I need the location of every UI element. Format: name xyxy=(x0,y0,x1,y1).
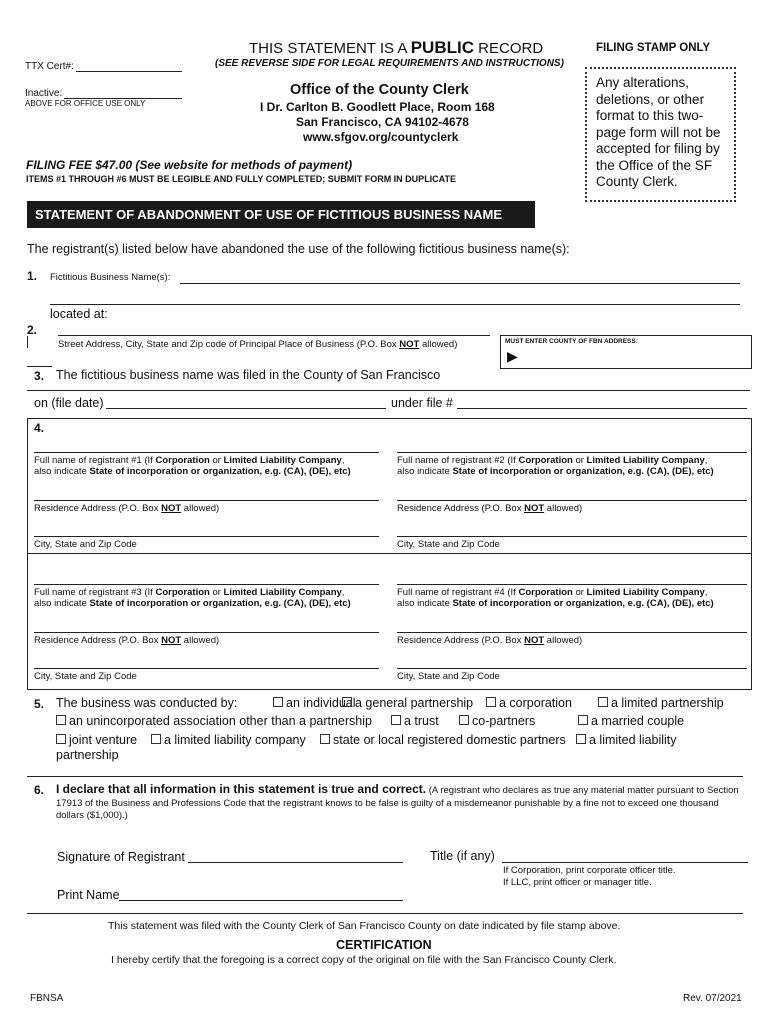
registrant4-name-field[interactable] xyxy=(397,584,747,585)
registrant1-corp: Corporation xyxy=(155,455,210,466)
item4-number: 4. xyxy=(34,421,45,435)
registrant3-res-not: NOT xyxy=(161,635,182,646)
ttx-cert-label: TTX Cert#: xyxy=(25,61,74,72)
checkbox-limited-partnership[interactable] xyxy=(598,697,608,707)
item5-number: 5. xyxy=(34,697,45,711)
checkbox-corporation[interactable] xyxy=(486,697,496,707)
registrant1-residence-label xyxy=(34,503,219,514)
registrant4-state: State of incorporation or organization, e.g. (CA), (DE), etc) xyxy=(452,598,714,609)
registrant2-label-text: Full name of registrant #2 (If xyxy=(397,455,516,466)
option-married-couple[interactable] xyxy=(578,714,684,728)
title-label: Title (if any) xyxy=(430,849,495,863)
registrant3-llc: Limited Liability Company xyxy=(223,587,342,598)
registrant2-corp: Corporation xyxy=(518,455,573,466)
item4-middle-divider xyxy=(27,553,751,554)
checkbox-co-partners[interactable] xyxy=(459,715,469,725)
option-llc[interactable] xyxy=(151,733,306,747)
principal-address-post: allowed) xyxy=(422,339,458,350)
item3-text: The fictitious business name was filed in the County of San Francisco xyxy=(56,368,441,382)
registrant3-name-field[interactable] xyxy=(34,584,379,585)
option-co-partners[interactable] xyxy=(459,714,535,728)
intro-text: The registrant(s) listed below have abandoned the use of the following fictitious business name(s): xyxy=(27,242,570,256)
registrant4-res-pre: Residence Address (P.O. Box xyxy=(397,635,522,646)
registrant2-res-pre: Residence Address (P.O. Box xyxy=(397,503,522,514)
option-domestic-partners[interactable] xyxy=(320,733,566,747)
registrant3-label-text: Full name of registrant #3 (If xyxy=(34,587,153,598)
declaration-warning: (A registrant who declares as true any material matter pursuant to Section 17913 of the Business and Professions Code that the registrant knows to be false is guilty of a misdemeanor punishable by a fine not to exceed one thousand dollars ($1,000).) xyxy=(56,785,739,821)
registrant2-or: or xyxy=(575,455,584,466)
revision: Rev. 07/2021 xyxy=(683,993,742,1004)
registrant4-city-field[interactable] xyxy=(397,668,747,669)
registrant2-residence-field[interactable] xyxy=(397,500,747,501)
option-joint-venture[interactable] xyxy=(56,733,137,747)
registrant4-res-not: NOT xyxy=(524,635,545,646)
option-partnership-tail: partnership xyxy=(56,748,119,762)
option-married-couple-label: a married couple xyxy=(591,714,685,728)
option-limited-partnership[interactable] xyxy=(598,696,724,710)
registrant2-also: also indicate xyxy=(397,466,450,477)
office-address-line1: I Dr. Carlton B. Goodlett Place, Room 168 xyxy=(260,100,495,114)
public-record-heading xyxy=(249,38,543,58)
item1-label: Fictitious Business Name(s): xyxy=(50,272,171,283)
item1-number: 1. xyxy=(27,269,38,283)
item6-text xyxy=(56,783,748,823)
registrant3-city-field[interactable] xyxy=(34,668,379,669)
registrant3-residence-field[interactable] xyxy=(34,632,379,633)
registrant4-comma: , xyxy=(704,587,708,598)
registrant2-name-field[interactable] xyxy=(397,452,747,453)
item3-top-rule xyxy=(27,366,52,367)
checkbox-llc[interactable] xyxy=(151,734,161,744)
file-number-label: under file # xyxy=(391,396,453,410)
registrant1-llc: Limited Liability Company xyxy=(223,455,342,466)
checkbox-general-partnership[interactable] xyxy=(342,697,352,707)
option-limited-liability-label: a limited liability xyxy=(589,733,677,747)
item2-number: 2. xyxy=(27,323,38,337)
filed-statement: This statement was filed with the County Clerk of San Francisco County on date indicated by file stamp above. xyxy=(108,920,621,932)
principal-address-not: NOT xyxy=(399,339,420,350)
option-llc-label: a limited liability company xyxy=(164,733,306,747)
heading-pre: THIS STATEMENT IS A xyxy=(249,40,407,57)
file-number-field[interactable] xyxy=(457,408,747,409)
registrant1-name-label xyxy=(34,455,351,477)
registrant2-comma: , xyxy=(704,455,708,466)
checkbox-joint-venture[interactable] xyxy=(56,734,66,744)
registrant1-res-pre: Residence Address (P.O. Box xyxy=(34,503,159,514)
office-name: Office of the County Clerk xyxy=(290,82,469,98)
registrant1-city-field[interactable] xyxy=(34,536,379,537)
registrant3-name-label xyxy=(34,587,351,609)
registrant1-city-label: City, State and Zip Code xyxy=(34,539,137,550)
signature-divider xyxy=(27,913,743,914)
option-corporation[interactable] xyxy=(486,696,572,710)
principal-address-label xyxy=(58,339,457,350)
registrant1-name-field[interactable] xyxy=(34,452,379,453)
registrant3-corp: Corporation xyxy=(155,587,210,598)
certification-title: CERTIFICATION xyxy=(336,938,432,952)
registrant3-state: State of incorporation or organization, e.g. (CA), (DE), etc) xyxy=(89,598,351,609)
registrant1-state: State of incorporation or organization, e.g. (CA), (DE), etc) xyxy=(89,466,351,477)
inactive-label: Inactive: xyxy=(25,88,63,99)
filing-stamp-text: Any alterations, deletions, or other format to this two-page form will not be accepted for filing by the Office of the SF County Clerk. xyxy=(596,75,721,189)
office-use-label: ABOVE FOR OFFICE USE ONLY xyxy=(25,99,146,108)
ttx-cert-field[interactable] xyxy=(76,71,182,72)
fbn-field-2[interactable] xyxy=(50,304,740,305)
registrant3-residence-label xyxy=(34,635,219,646)
registrant2-state: State of incorporation or organization, e.g. (CA), (DE), etc) xyxy=(452,466,714,477)
item5-divider xyxy=(27,776,743,777)
option-corporation-label: a corporation xyxy=(499,696,572,710)
option-unincorporated-label: an unincorporated association other than a partnership xyxy=(69,714,372,728)
title-field[interactable] xyxy=(502,862,748,863)
registrant1-also: also indicate xyxy=(34,466,87,477)
heading-post: RECORD xyxy=(478,40,544,57)
registrant4-city-label: City, State and Zip Code xyxy=(397,671,500,682)
registrant4-residence-field[interactable] xyxy=(397,632,747,633)
registrant2-city-field[interactable] xyxy=(397,536,747,537)
registrant4-or: or xyxy=(575,587,584,598)
file-date-label: on (file date) xyxy=(34,396,104,410)
checkbox-unincorporated[interactable] xyxy=(56,715,66,725)
option-general-partnership[interactable] xyxy=(342,696,473,710)
arrow-icon: ▶ xyxy=(507,348,518,364)
checkbox-domestic-partners[interactable] xyxy=(320,734,330,744)
item5-lead: The business was conducted by: xyxy=(56,696,238,710)
principal-address-pre: Street Address, City, State and Zip code of Principal Place of Business (P.O. Box xyxy=(58,339,397,350)
county-label: MUST ENTER COUNTY OF FBN ADDRESS: xyxy=(505,338,638,345)
registrant4-also: also indicate xyxy=(397,598,450,609)
fbn-field-1[interactable] xyxy=(180,283,740,284)
registrant1-or: or xyxy=(212,455,221,466)
item2-bracket xyxy=(27,336,28,348)
title-note-2: If LLC, print officer or manager title. xyxy=(503,877,652,888)
signature-field[interactable] xyxy=(188,862,403,863)
title-note-1: If Corporation, print corporate officer title. xyxy=(503,865,676,876)
located-label: located at: xyxy=(50,307,108,321)
instructions-note: (SEE REVERSE SIDE FOR LEGAL REQUIREMENTS AND INSTRUCTIONS) xyxy=(215,58,564,69)
registrant4-label-text: Full name of registrant #4 (If xyxy=(397,587,516,598)
registrant1-residence-field[interactable] xyxy=(34,500,379,501)
registrant3-residence-tick xyxy=(27,624,28,634)
option-trust-label: a trust xyxy=(404,714,439,728)
option-limited-partnership-label: a limited partnership xyxy=(611,696,724,710)
registrant2-name-label xyxy=(397,455,714,477)
registrant3-res-pre: Residence Address (P.O. Box xyxy=(34,635,159,646)
option-trust[interactable] xyxy=(391,714,439,728)
print-name-field[interactable] xyxy=(119,900,403,901)
office-website: www.sfgov.org/countyclerk xyxy=(303,130,459,144)
item3-divider xyxy=(27,390,750,391)
registrant3-also: also indicate xyxy=(34,598,87,609)
filing-fee: FILING FEE $47.00 (See website for methods of payment) xyxy=(26,158,353,172)
form-title: STATEMENT OF ABANDONMENT OF USE OF FICTITIOUS BUSINESS NAME xyxy=(35,207,503,222)
option-individual-label: an individual xyxy=(286,696,356,710)
office-address-line2: San Francisco, CA 94102-4678 xyxy=(296,115,469,129)
registrant2-city-label: City, State and Zip Code xyxy=(397,539,500,550)
print-name-label: Print Name xyxy=(57,888,120,902)
registrant2-res-not: NOT xyxy=(524,503,545,514)
checkbox-individual[interactable] xyxy=(273,697,283,707)
principal-address-field[interactable] xyxy=(58,335,490,336)
registrant3-city-label: City, State and Zip Code xyxy=(34,671,137,682)
registrant1-label-text: Full name of registrant #1 (If xyxy=(34,455,153,466)
registrant1-res-post: allowed) xyxy=(183,503,220,514)
item3-number: 3. xyxy=(34,369,45,383)
filing-stamp-title: FILING STAMP ONLY xyxy=(596,42,711,54)
option-joint-venture-label: joint venture xyxy=(69,733,138,747)
registrant4-corp: Corporation xyxy=(518,587,573,598)
certification-text: I hereby certify that the foregoing is a correct copy of the original on file with the San Francisco County Clerk. xyxy=(111,954,617,966)
option-general-partnership-label: a general partnership xyxy=(355,696,474,710)
registrant4-res-post: allowed) xyxy=(546,635,583,646)
option-co-partners-label: co-partners xyxy=(472,714,536,728)
signature-label: Signature of Registrant xyxy=(57,850,185,864)
form-code: FBNSA xyxy=(30,993,64,1004)
registrant3-or: or xyxy=(212,587,221,598)
registrant3-comma: , xyxy=(341,587,345,598)
registrant2-llc: Limited Liability Company xyxy=(586,455,705,466)
registrant3-res-post: allowed) xyxy=(183,635,220,646)
registrant4-llc: Limited Liability Company xyxy=(586,587,705,598)
declaration: I declare that all information in this statement is true and correct. xyxy=(56,782,427,796)
checkbox-limited-liability-partnership[interactable] xyxy=(576,734,586,744)
registrant2-residence-label xyxy=(397,503,582,514)
registrant3-city-tick xyxy=(27,660,28,670)
registrant2-res-post: allowed) xyxy=(546,503,583,514)
option-domestic-partners-label: state or local registered domestic partners xyxy=(333,733,566,747)
registrant1-res-not: NOT xyxy=(161,503,182,514)
legibility-note: ITEMS #1 THROUGH #6 MUST BE LEGIBLE AND FULLY COMPLETED; SUBMIT FORM IN DUPLICATE xyxy=(26,174,457,184)
registrant4-residence-label xyxy=(397,635,582,646)
checkbox-trust[interactable] xyxy=(391,715,401,725)
file-date-field[interactable] xyxy=(106,408,386,409)
option-limited-liability-partnership[interactable] xyxy=(576,733,677,747)
heading-public: PUBLIC xyxy=(410,38,474,57)
option-unincorporated[interactable] xyxy=(56,714,372,728)
registrant1-comma: , xyxy=(341,455,345,466)
checkbox-married-couple[interactable] xyxy=(578,715,588,725)
item6-number: 6. xyxy=(34,783,45,797)
registrant4-name-label xyxy=(397,587,714,609)
